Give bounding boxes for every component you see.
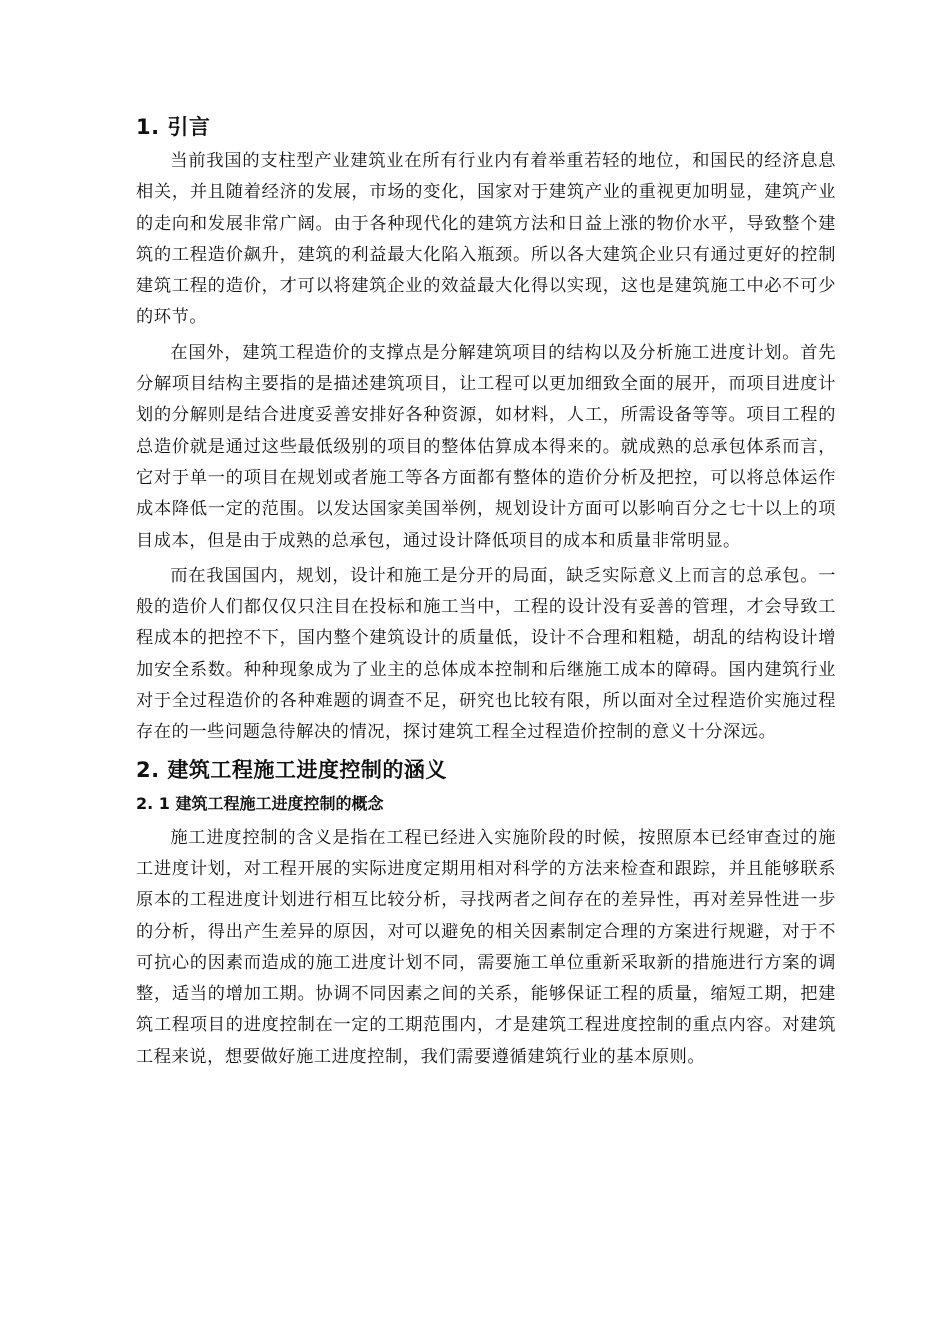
- section-2-heading: 2. 建筑工程施工进度控制的涵义: [136, 757, 447, 782]
- section-1-paragraph-1: 当前我国的支柱型产业建筑业在所有行业内有着举重若轻的地位，和国民的经济息息相关，并且随着经济的发展，市场的变化，国家对于建筑产业的重视更加明显，建筑产业的走向和发展非常广阔。由于各种现代化的建筑方法和日益上涨的物价水平，导致整个建筑的工程造价飙升，建筑的利益最大化陷入瓶颈。所以各大建筑企业只有通过更好的控制建筑工程的造价，才可以将建筑企业的效益最大化得以实现，这也是建筑施工中必不可少的环节。: [136, 151, 836, 328]
- section-1-heading: 1. 引言: [136, 115, 211, 139]
- subsection-2-1-heading: 2. 1 建筑工程施工进度控制的概念: [136, 793, 384, 813]
- subsection-2-1-paragraph-1: 施工进度控制的含义是指在工程已经进入实施阶段的时候，按照原本已经审查过的施工进度计划，对工程开展的实际进度定期用相对科学的方法来检查和跟踪，并且能够联系原本的工程进度计划进行相互比较分析，寻找两者之间存在的差异性，再对差异性进一步的分析，得出产生差异的原因，对可以避免的相关因素制定合理的方案进行规避，对于不可抗心的因素而造成的施工进度计划不同，需要施工单位重新采取新的措施进行方案的调整，适当的增加工期。协调不同因素之间的关系，能够保证工程的质量，缩短工期，把建筑工程项目的进度控制在一定的工期范围内，才是建筑工程进度控制的重点内容。对建筑工程来说，想要做好施工进度控制，我们需要遵循建筑行业的基本原则。: [136, 827, 836, 1067]
- section-1-paragraph-2: 在国外，建筑工程造价的支撑点是分解建筑项目的结构以及分析施工进度计划。首先分解项目结构主要指的是描述建筑项目，让工程可以更加细致全面的展开，而项目进度计划的分解则是结合进度妥善安排好各种资源，如材料，人工，所需设备等等。项目工程的总造价就是通过这些最低级别的项目的整体估算成本得来的。就成熟的总承包体系而言，它对于单一的项目在规划或者施工等各方面都有整体的造价分析及把控，可以将总体运作成本降低一定的范围。以发达国家美国举例，规划设计方面可以影响百分之七十以上的项目成本，但是由于成熟的总承包，通过设计降低项目的成本和质量非常明显。: [136, 342, 836, 551]
- section-1-paragraph-3: 而在我国国内，规划，设计和施工是分开的局面，缺乏实际意义上而言的总承包。一般的造价人们都仅仅只注目在投标和施工当中，工程的设计没有妥善的管理，才会导致工程成本的把控不下，国内整个建筑设计的质量低，设计不合理和粗糙，胡乱的结构设计增加安全系数。种种现象成为了业主的总体成本控制和后继施工成本的障碍。国内建筑行业对于全过程造价的各种难题的调查不足，研究也比较有限，所以面对全过程造价实施过程存在的一些问题急待解决的情况，探讨建筑工程全过程造价控制的意义十分深远。: [136, 565, 836, 743]
- document-body: [136, 110, 836, 1077]
